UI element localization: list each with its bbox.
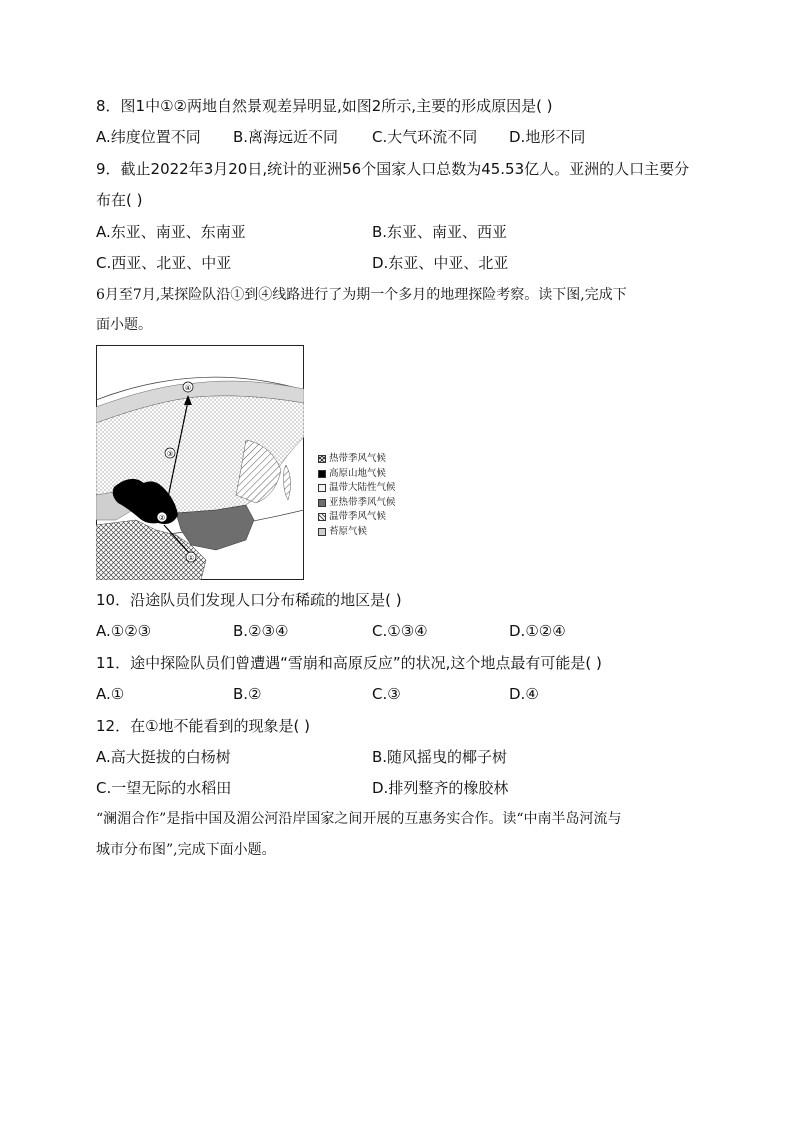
legend-label: 温带季风气候 [329, 511, 387, 522]
legend-item [318, 467, 396, 482]
map-marker-2: ② [158, 514, 166, 522]
legend-label: 温带大陆性气候 [329, 482, 396, 493]
legend-label: 热带季风气候 [329, 453, 387, 464]
legend-swatch-icon [318, 528, 326, 536]
legend-label: 高原山地气候 [329, 467, 387, 479]
q8-option-b[interactable]: B.离海远近不同 [233, 128, 339, 146]
legend-item [318, 496, 396, 511]
legend-item [318, 510, 396, 525]
q9-stem-line2: 布在( ) [96, 191, 143, 209]
asia-climate-map [96, 345, 304, 580]
map-marker-1: ① [187, 554, 195, 562]
q9-option-b[interactable]: B.东亚、南亚、西亚 [372, 223, 508, 241]
q9-option-d[interactable]: D.东亚、中亚、北亚 [372, 254, 509, 272]
q10-option-a[interactable]: A.①②③ [96, 622, 152, 640]
legend-swatch-icon [318, 484, 326, 492]
q12-stem: 12．在①地不能看到的现象是( ) [96, 717, 311, 735]
legend-label: 亚热带季风气候 [329, 496, 396, 508]
map-marker-4: ④ [184, 384, 192, 392]
q8-option-c[interactable]: C.大气环流不同 [372, 128, 478, 146]
legend-label: 苔原气候 [329, 525, 368, 537]
q12-option-c[interactable]: C.一望无际的水稻田 [96, 779, 232, 797]
q8-option-d[interactable]: D.地形不同 [509, 128, 586, 146]
q9-stem-line1: 9．截止2022年3月20日,统计的亚洲56个国家人口总数为45.53亿人。亚洲的人口主要分 [96, 160, 690, 178]
legend-item [318, 525, 396, 540]
q10-stem: 10．沿途队员们发现人口分布稀疏的地区是( ) [96, 591, 402, 609]
legend-swatch-icon [318, 470, 326, 478]
legend-swatch-icon [318, 455, 326, 463]
map-marker-3: ③ [166, 450, 174, 458]
q9-option-a[interactable]: A.东亚、南亚、东南亚 [96, 223, 246, 241]
q12-option-d[interactable]: D.排列整齐的橡胶林 [372, 779, 509, 797]
q8-option-a[interactable]: A.纬度位置不同 [96, 128, 201, 146]
q11-option-a[interactable]: A.① [96, 685, 125, 703]
map-legend [318, 452, 396, 539]
q9-option-c[interactable]: C.西亚、北亚、中亚 [96, 254, 232, 272]
legend-swatch-icon [318, 499, 326, 507]
q12-option-b[interactable]: B.随风摇曳的椰子树 [372, 748, 508, 766]
q11-option-c[interactable]: C.③ [372, 685, 401, 703]
q10-option-d[interactable]: D.①②④ [509, 622, 566, 640]
legend-swatch-icon [318, 513, 326, 521]
q11-option-d[interactable]: D.④ [509, 685, 539, 703]
q10-option-b[interactable]: B.②③④ [233, 622, 289, 640]
legend-item [318, 481, 396, 496]
intro1-line1: 6月至7月,某探险队沿①到④线路进行了为期一个多月的地理探险考察。读下图,完成下 [96, 287, 627, 303]
q12-option-a[interactable]: A.高大挺拔的白杨树 [96, 748, 231, 766]
intro1-line2: 面小题。 [96, 317, 152, 333]
q11-option-b[interactable]: B.② [233, 685, 262, 703]
intro2-line2: 城市分布图”,完成下面小题。 [96, 842, 276, 858]
q11-stem: 11．途中探险队员们曾遭遇“雪崩和高原反应”的状况,这个地点最有可能是( ) [96, 654, 602, 672]
intro2-line1: “澜湄合作”是指中国及湄公河沿岸国家之间开展的互惠务实合作。读“中南半岛河流与 [96, 811, 622, 827]
legend-item [318, 452, 396, 467]
q8-stem: 8．图1中①②两地自然景观差异明显,如图2所示,主要的形成原因是( ) [96, 97, 553, 115]
q10-option-c[interactable]: C.①③④ [372, 622, 428, 640]
